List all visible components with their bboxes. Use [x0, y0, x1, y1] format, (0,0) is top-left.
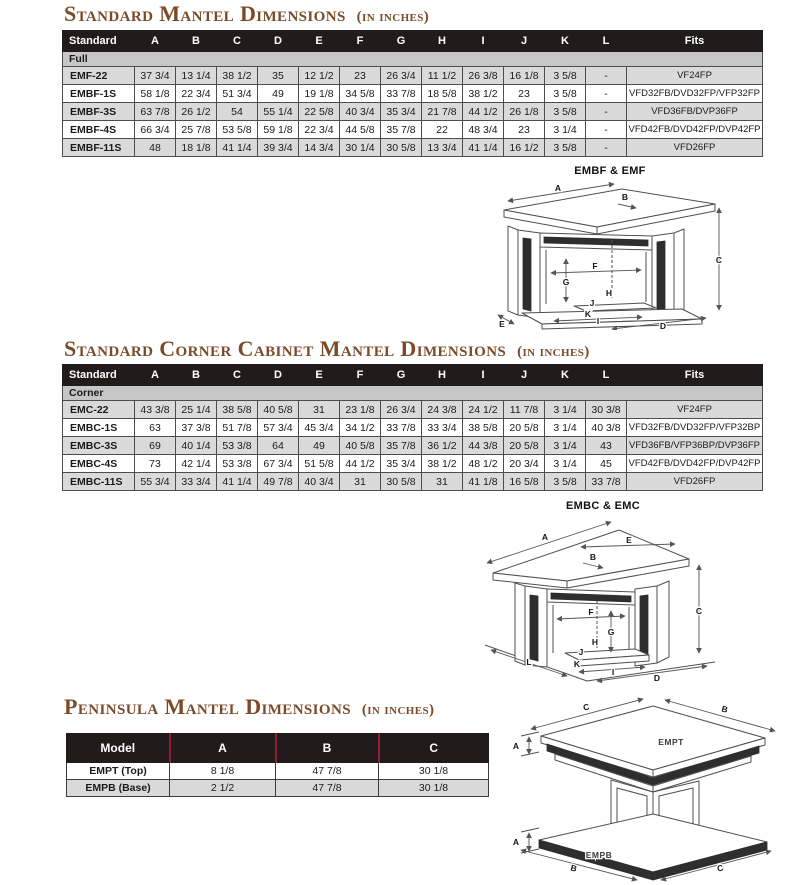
value-cell: 22 3/4: [299, 121, 340, 139]
column-header: Model: [67, 734, 170, 763]
dim-label-b: B: [589, 552, 597, 562]
value-cell: 41 1/4: [217, 473, 258, 491]
column-header: C: [379, 734, 489, 763]
table-row: [63, 139, 763, 157]
dim-label-l: L: [526, 657, 532, 667]
value-cell: 35 3/4: [381, 103, 422, 121]
section-title-standard: [64, 1, 429, 27]
title-text: Peninsula Mantel Dimensions: [64, 694, 351, 719]
dim-label-k: K: [584, 309, 592, 319]
fits-cell: VFD26FP: [627, 139, 763, 157]
value-cell: 48: [135, 139, 176, 157]
value-cell: 43 3/8: [135, 401, 176, 419]
fits-cell: VFD36FB/VFP36BP/DVP36FP: [627, 437, 763, 455]
group-row: [63, 386, 763, 401]
column-header: A: [170, 734, 276, 763]
dim-label-a-base: A: [512, 837, 520, 847]
value-cell: 34 5/8: [340, 85, 381, 103]
value-cell: 67 3/4: [258, 455, 299, 473]
value-cell: 42 1/4: [176, 455, 217, 473]
value-cell: 3 1/4: [545, 121, 586, 139]
dim-label-e: E: [499, 319, 505, 329]
value-cell: 8 1/8: [170, 763, 276, 780]
table-row: [63, 455, 763, 473]
value-cell: 45: [586, 455, 627, 473]
value-cell: 33 7/8: [381, 419, 422, 437]
column-header: J: [504, 365, 545, 386]
column-header: Standard: [63, 365, 135, 386]
corner-dimensions-table: [62, 364, 763, 491]
value-cell: 48 1/2: [463, 455, 504, 473]
dim-label-c: C: [715, 255, 723, 265]
value-cell: 3 5/8: [545, 139, 586, 157]
value-cell: 2 1/2: [170, 780, 276, 797]
peninsula-line-drawing: [539, 706, 767, 880]
value-cell: 24 1/2: [463, 401, 504, 419]
mantel-line-drawing: [504, 189, 715, 329]
value-cell: 22 5/8: [299, 103, 340, 121]
value-cell: 14 3/4: [299, 139, 340, 157]
column-header: E: [299, 31, 340, 52]
fits-cell: VFD42FB/DVD42FP/DVP42FP: [627, 121, 763, 139]
value-cell: 3 1/4: [545, 437, 586, 455]
value-cell: 66 3/4: [135, 121, 176, 139]
value-cell: 55 1/4: [258, 103, 299, 121]
model-cell: EMBF-3S: [63, 103, 135, 121]
figure-embf-emf-label: EMBF & EMF: [574, 165, 646, 177]
column-header: F: [340, 31, 381, 52]
group-label-cell: Full: [63, 52, 763, 67]
model-cell: EMBC-11S: [63, 473, 135, 491]
column-header: K: [545, 365, 586, 386]
title-suffix: (in inches): [361, 702, 435, 718]
column-header: C: [217, 31, 258, 52]
value-cell: 18 1/8: [176, 139, 217, 157]
value-cell: 38 5/8: [217, 401, 258, 419]
value-cell: 35 7/8: [381, 121, 422, 139]
dim-label-h: H: [605, 288, 613, 298]
embc-emc-diagram: [477, 515, 729, 685]
value-cell: 45 3/4: [299, 419, 340, 437]
column-header: I: [463, 365, 504, 386]
value-cell: 22 3/4: [176, 85, 217, 103]
empb-label: EMPB: [585, 850, 613, 860]
value-cell: 37 3/4: [135, 67, 176, 85]
column-header: I: [463, 31, 504, 52]
value-cell: 26 3/4: [381, 401, 422, 419]
value-cell: 21 7/8: [422, 103, 463, 121]
value-cell: 38 1/2: [422, 455, 463, 473]
dim-label-d: D: [659, 321, 667, 330]
title-suffix: (in inches): [517, 344, 590, 360]
column-header: H: [422, 31, 463, 52]
column-header: L: [586, 31, 627, 52]
value-cell: 49 7/8: [258, 473, 299, 491]
value-cell: 47 7/8: [276, 780, 379, 797]
value-cell: 22: [422, 121, 463, 139]
value-cell: 16 1/8: [504, 67, 545, 85]
value-cell: 40 3/8: [586, 419, 627, 437]
peninsula-diagram: [503, 692, 800, 884]
table-row: [63, 437, 763, 455]
value-cell: 3 1/4: [545, 401, 586, 419]
value-cell: 30 1/8: [379, 763, 489, 780]
value-cell: 69: [135, 437, 176, 455]
table-row: [63, 85, 763, 103]
peninsula-dimensions-table: [66, 733, 489, 797]
figure-peninsula: [503, 692, 800, 885]
dim-label-e: E: [626, 535, 632, 545]
title-suffix: (in inches): [356, 9, 430, 25]
value-cell: 58 1/8: [135, 85, 176, 103]
column-header: B: [276, 734, 379, 763]
value-cell: 53 3/8: [217, 437, 258, 455]
column-header: H: [422, 365, 463, 386]
fits-cell: VFD42FB/DVD42FP/DVP42FP: [627, 455, 763, 473]
dim-label-c: C: [695, 606, 703, 616]
value-cell: 30 5/8: [381, 139, 422, 157]
value-cell: 51 3/4: [217, 85, 258, 103]
title-text: Standard Mantel Dimensions: [64, 1, 346, 26]
value-cell: 59 1/8: [258, 121, 299, 139]
column-header: G: [381, 31, 422, 52]
table-row: [63, 67, 763, 85]
value-cell: 20 3/4: [504, 455, 545, 473]
fits-cell: VF24FP: [627, 401, 763, 419]
header-row: [63, 365, 763, 386]
table-row: [63, 473, 763, 491]
value-cell: 40 3/4: [299, 473, 340, 491]
value-cell: 44 3/8: [463, 437, 504, 455]
value-cell: 30 3/8: [586, 401, 627, 419]
value-cell: -: [586, 67, 627, 85]
value-cell: 49: [258, 85, 299, 103]
value-cell: 41 1/4: [217, 139, 258, 157]
header-row: [67, 734, 489, 763]
value-cell: 3 1/4: [545, 455, 586, 473]
value-cell: 30 5/8: [381, 473, 422, 491]
model-cell: EMBC-4S: [63, 455, 135, 473]
value-cell: 25 1/4: [176, 401, 217, 419]
table-row: [63, 401, 763, 419]
model-cell: EMBF-11S: [63, 139, 135, 157]
column-header: A: [135, 365, 176, 386]
value-cell: 33 7/8: [586, 473, 627, 491]
column-header: J: [504, 31, 545, 52]
embf-emf-diagram: [494, 180, 726, 330]
column-header: Standard: [63, 31, 135, 52]
dim-label-j: J: [589, 298, 595, 308]
value-cell: 47 7/8: [276, 763, 379, 780]
value-cell: -: [586, 103, 627, 121]
value-cell: 16 1/2: [504, 139, 545, 157]
dim-label-i: I: [596, 316, 600, 326]
figure-embf-emf: [494, 165, 726, 335]
value-cell: 13 1/4: [176, 67, 217, 85]
value-cell: 48 3/4: [463, 121, 504, 139]
value-cell: -: [586, 85, 627, 103]
value-cell: 40 3/4: [340, 103, 381, 121]
value-cell: 35 3/4: [381, 455, 422, 473]
table-row: [63, 103, 763, 121]
column-header: D: [258, 31, 299, 52]
figure-embc-emc-label: EMBC & EMC: [566, 500, 640, 512]
dim-label-f: F: [592, 261, 598, 271]
value-cell: 36 1/2: [422, 437, 463, 455]
value-cell: 34 1/2: [340, 419, 381, 437]
value-cell: 39 3/4: [258, 139, 299, 157]
value-cell: 3 1/4: [545, 419, 586, 437]
fits-cell: VFD32FB/DVD32FP/VFP32BP: [627, 419, 763, 437]
value-cell: 26 3/8: [463, 67, 504, 85]
value-cell: 3 5/8: [545, 103, 586, 121]
value-cell: 64: [258, 437, 299, 455]
dim-label-j: J: [578, 647, 584, 657]
value-cell: 40 1/4: [176, 437, 217, 455]
value-cell: 31: [299, 401, 340, 419]
section-title-peninsula: [64, 694, 434, 720]
value-cell: 26 1/2: [176, 103, 217, 121]
value-cell: 24 3/8: [422, 401, 463, 419]
dim-label-g: G: [607, 627, 615, 637]
value-cell: 54: [217, 103, 258, 121]
value-cell: 57 3/4: [258, 419, 299, 437]
group-label-cell: Corner: [63, 386, 763, 401]
value-cell: 38 5/8: [463, 419, 504, 437]
dim-label-b: B: [621, 192, 629, 202]
column-header: D: [258, 365, 299, 386]
value-cell: 23: [504, 121, 545, 139]
value-cell: 40 5/8: [258, 401, 299, 419]
value-cell: 38 1/2: [217, 67, 258, 85]
column-header: K: [545, 31, 586, 52]
value-cell: 12 1/2: [299, 67, 340, 85]
column-header: B: [176, 31, 217, 52]
dim-label-i: I: [611, 667, 615, 677]
value-cell: 41 1/8: [463, 473, 504, 491]
value-cell: 53 5/8: [217, 121, 258, 139]
value-cell: -: [586, 121, 627, 139]
value-cell: 11 1/2: [422, 67, 463, 85]
value-cell: 11 7/8: [504, 401, 545, 419]
value-cell: 20 5/8: [504, 419, 545, 437]
table-row: [67, 763, 489, 780]
value-cell: 16 5/8: [504, 473, 545, 491]
value-cell: 44 5/8: [340, 121, 381, 139]
table-row: [63, 121, 763, 139]
value-cell: 51 7/8: [217, 419, 258, 437]
model-cell: EMBF-1S: [63, 85, 135, 103]
value-cell: 35: [258, 67, 299, 85]
dim-label-c-top: C: [581, 701, 591, 713]
value-cell: 31: [422, 473, 463, 491]
dim-label-b-top: B: [720, 703, 730, 715]
value-cell: 33 3/4: [176, 473, 217, 491]
figure-embc-emc: [477, 500, 729, 690]
column-header: B: [176, 365, 217, 386]
value-cell: 63: [135, 419, 176, 437]
value-cell: 31: [340, 473, 381, 491]
value-cell: 23: [340, 67, 381, 85]
value-cell: 13 3/4: [422, 139, 463, 157]
dim-label-a: A: [554, 183, 562, 193]
dim-label-g: G: [562, 277, 570, 287]
model-cell: EMPB (Base): [67, 780, 170, 797]
value-cell: 3 5/8: [545, 67, 586, 85]
fits-cell: VFD32FB/DVD32FP/VFP32FP: [627, 85, 763, 103]
column-header: Fits: [627, 365, 763, 386]
value-cell: 35 7/8: [381, 437, 422, 455]
empt-label: EMPT: [658, 737, 684, 747]
value-cell: 20 5/8: [504, 437, 545, 455]
model-cell: EMF-22: [63, 67, 135, 85]
value-cell: 43: [586, 437, 627, 455]
value-cell: 51 5/8: [299, 455, 340, 473]
value-cell: 18 5/8: [422, 85, 463, 103]
value-cell: 23: [504, 85, 545, 103]
value-cell: 25 7/8: [176, 121, 217, 139]
value-cell: 33 7/8: [381, 85, 422, 103]
value-cell: 38 1/2: [463, 85, 504, 103]
title-text: Standard Corner Cabinet Mantel Dimensions: [64, 336, 507, 361]
value-cell: 40 5/8: [340, 437, 381, 455]
dim-label-b-base: B: [569, 862, 579, 874]
dim-label-h: H: [591, 637, 599, 647]
table-row: [67, 780, 489, 797]
value-cell: 53 3/8: [217, 455, 258, 473]
group-row: [63, 52, 763, 67]
value-cell: 3 5/8: [545, 85, 586, 103]
dim-label-a-top: A: [512, 741, 520, 751]
value-cell: 23 1/8: [340, 401, 381, 419]
column-header: C: [217, 365, 258, 386]
value-cell: 55 3/4: [135, 473, 176, 491]
table-row: [63, 419, 763, 437]
fits-cell: VFD26FP: [627, 473, 763, 491]
model-cell: EMBF-4S: [63, 121, 135, 139]
dim-label-d: D: [653, 673, 661, 683]
column-header: G: [381, 365, 422, 386]
dim-label-k: K: [573, 659, 581, 669]
value-cell: 63 7/8: [135, 103, 176, 121]
value-cell: 3 5/8: [545, 473, 586, 491]
column-header: Fits: [627, 31, 763, 52]
value-cell: 26 1/8: [504, 103, 545, 121]
value-cell: 41 1/4: [463, 139, 504, 157]
value-cell: 30 1/8: [379, 780, 489, 797]
value-cell: 37 3/8: [176, 419, 217, 437]
standard-dimensions-table: [62, 30, 763, 157]
value-cell: 73: [135, 455, 176, 473]
fits-cell: VFD36FB/DVP36FP: [627, 103, 763, 121]
value-cell: -: [586, 139, 627, 157]
model-cell: EMBC-3S: [63, 437, 135, 455]
fits-cell: VF24FP: [627, 67, 763, 85]
value-cell: 26 3/4: [381, 67, 422, 85]
value-cell: 30 1/4: [340, 139, 381, 157]
value-cell: 33 3/4: [422, 419, 463, 437]
value-cell: 44 1/2: [340, 455, 381, 473]
column-header: E: [299, 365, 340, 386]
header-row: [63, 31, 763, 52]
dim-label-c-base: C: [715, 862, 725, 874]
section-title-corner: [64, 336, 590, 362]
model-cell: EMBC-1S: [63, 419, 135, 437]
dim-label-a: A: [541, 532, 549, 542]
column-header: F: [340, 365, 381, 386]
column-header: L: [586, 365, 627, 386]
value-cell: 49: [299, 437, 340, 455]
column-header: A: [135, 31, 176, 52]
value-cell: 19 1/8: [299, 85, 340, 103]
model-cell: EMC-22: [63, 401, 135, 419]
model-cell: EMPT (Top): [67, 763, 170, 780]
dim-label-f: F: [588, 607, 594, 617]
value-cell: 44 1/2: [463, 103, 504, 121]
